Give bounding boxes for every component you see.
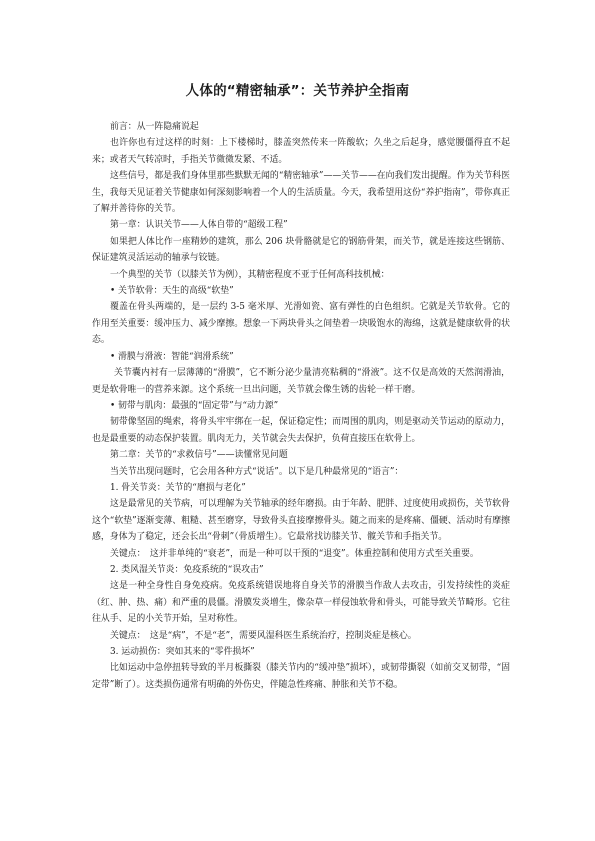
paragraph: 第一章：认识关节——人体自带的“超级工程”	[110, 220, 288, 231]
paragraph: 2. 类风湿关节炎：免疫系统的“误攻击”	[110, 564, 264, 575]
paragraph: 一个典型的关节（以膝关节为例），其精密程度不亚于任何高科技机械：	[110, 269, 390, 280]
paragraph: 覆盖在骨头两端的，是一层约 3-5 毫米厚、光滑如瓷、富有弹性的白色组织。它就是关节软骨。它的作用至关重要：缓冲压力、减少摩擦。想象一下两块骨头之间垫着一块吸饱水的海绵，这就是健康软骨的状态。	[92, 302, 510, 346]
paragraph: 韧带像坚固的绳索，将骨头牢牢绑在一起，保证稳定性；而周围的肌肉，则是驱动关节运动的原动力，也是最重要的动态保护装置。肌肉无力，关节就会失去保护，负荷直接压在软骨上。	[92, 417, 510, 444]
paragraph: 关节囊内衬有一层薄薄的“滑膜”，它不断分泌少量清亮粘稠的“滑液”。这不仅是高效的天然润滑油，更是软骨唯一的营养来源。这个系统一旦出问题，关节就会像生锈的齿轮一样干磨。	[92, 368, 510, 395]
paragraph: 3. 运动损伤：突如其来的“零件损坏”	[110, 647, 255, 657]
paragraph: 这是一种全身性自身免疫病。免疫系统错误地将自身关节的滑膜当作敌人去攻击，引发持续性的炎症（红、肿、热、痛）和严重的晨僵。滑膜发炎增生，像杂草一样侵蚀软骨和骨头，可能导致关节畸形。它往往从手、足的小关节开始，呈对称性。	[92, 581, 510, 625]
paragraph: 如果把人体比作一座精妙的建筑，那么 206 块骨骼就是它的钢筋骨架，而关节，就是连接这些钢筋、保证建筑灵活运动的轴承与铰链。	[92, 236, 510, 264]
paragraph: 也许你也有过这样的时刻：上下楼梯时，膝盖突然传来一阵酸软；久坐之后起身，感觉腰僵得直不起来；或者天气转凉时，手指关节微微发紧、不适。	[92, 138, 510, 165]
paragraph: 比如运动中急停扭转导致的半月板撕裂（膝关节内的“缓冲垫”损坏），或韧带撕裂（如前交叉韧带，“固定带”断了）。这类损伤通常有明确的外伤史，伴随急性疼痛、肿胀和关节不稳。	[92, 663, 510, 690]
document-body	[92, 119, 510, 693]
paragraph: • 韧带与肌肉：最强的“固定带”与“动力源”	[110, 400, 279, 411]
paragraph: 前言：从一阵隐痛说起	[110, 122, 199, 132]
paragraph: 这些信号，都是我们身体里那些默默无闻的“精密轴承”——关节——在向我们发出提醒。作为关节科医生，我每天见证着关节健康如何深刻影响着一个人的生活质量。今天，我希望用这份“养护指南”，带你真正了解并善待你的关节。	[92, 171, 510, 215]
paragraph: 1. 骨关节炎：关节的“磨损与老化”	[110, 482, 246, 493]
paragraph: • 关节软骨：天生的高级“软垫”	[110, 286, 234, 297]
paragraph: 关键点： 这并非单纯的“衰老”，而是一种可以干预的“退变”。体重控制和使用方式至关重要。	[110, 548, 479, 559]
paragraph: 当关节出现问题时，它会用各种方式“说话”。以下是几种最常见的“语言”：	[110, 466, 404, 477]
paragraph: 这是最常见的关节病，可以理解为关节轴承的经年磨损。由于年龄、肥胖、过度使用或损伤，关节软骨这个“软垫”逐渐变薄、粗糙、甚至磨穿，导致骨头直接摩擦骨头。随之而来的是疼痛、僵硬、活动时有摩擦感，身体为了稳定，还会长出“骨刺”（骨质增生）。它最常找访膝关节、髋关节和手指关节。	[92, 499, 510, 543]
paragraph: • 滑膜与滑液：智能“润滑系统”	[110, 351, 234, 362]
document-title: 人体的“精密轴承”：关节养护全指南	[185, 83, 410, 99]
paragraph: 关键点： 这是“病”，不是“老”，需要风湿科医生系统治疗，控制炎症是核心。	[110, 630, 417, 641]
paragraph: 第二章：关节的“求救信号”——读懂常见问题	[110, 450, 288, 461]
